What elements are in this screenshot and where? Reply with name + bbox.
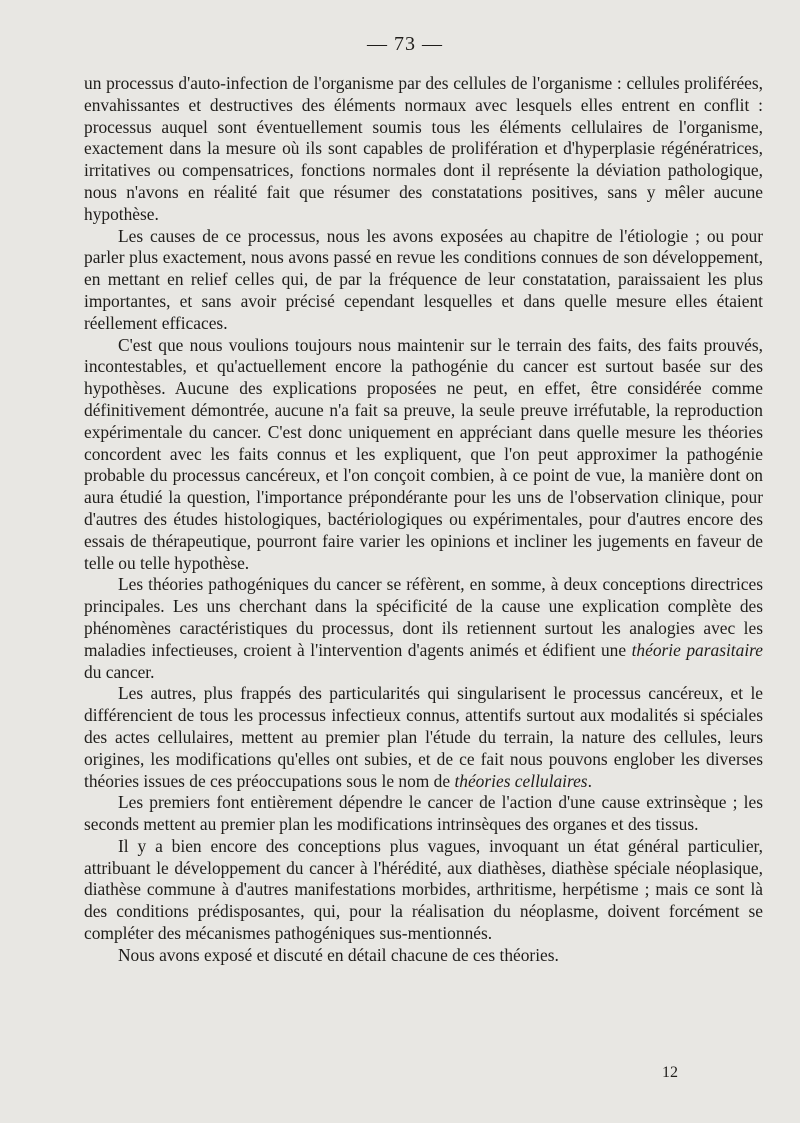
- text-body: [84, 73, 763, 967]
- paragraph: [84, 226, 763, 335]
- paragraph: [84, 945, 763, 967]
- paragraph: [84, 836, 763, 945]
- paragraph-text: Les premiers font entièrement dépendre le cancer de l'action d'une cause extrinsèque ; les seconds mettent au premier plan les modifications intrinsèques des organes et des tissus.: [84, 792, 763, 835]
- paragraph-text: Nous avons exposé et discuté en détail chacune de ces théories.: [118, 944, 559, 965]
- paragraph-text: un processus d'auto-infection de l'organisme par des cellules de l'organisme : cellules proliférées, envahissantes et destructives des éléments normaux avec lesquels elles entrent en conflit : processus auquel sont éventuellement soumis tous les éléments cellulaires de l'organisme, exactement dans la mesure où ils sont capables de prolifération et d'hyperplasie régénératrices, irritatives ou compensatrices, fonctions normales dont il représente la déviation pathologique, nous n'avons en réalité fait que résumer des constatations positives, sans y mêler aucune hypothèse.: [84, 73, 763, 224]
- paragraph-text: C'est que nous voulions toujours nous maintenir sur le terrain des faits, des faits prouvés, incontestables, et qu'actuellement encore la pathogénie du cancer est surtout basée sur des hypothèses. Aucune des explications proposées ne peut, en effet, être considérée comme définitivement démontrée, aucune n'a fait sa preuve, la seule preuve irréfutable, la reproduction expérimentale du cancer. C'est donc uniquement en appréciant dans quelle mesure les théories concordent avec les faits connus et les expliquent, que l'on peut approximer la pathogénie probable du processus cancéreux, et l'on conçoit combien, à ce point de vue, la manière dont on aura étudié la question, l'importance prépondérante pour les uns de l'observation clinique, pour d'autres des études histologiques, bactériologiques ou expérimentales, pour d'autres encore des essais de thérapeutique, pourront faire varier les opinions et incliner les jugements en faveur de telle ou telle hypothèse.: [84, 334, 763, 573]
- paragraph-text: Les autres, plus frappés des particularités qui singularisent le processus cancéreux, et le différencient de tous les processus infectieux connus, attentifs surtout aux modalités si spéciales des actes cellulaires, mettent au premier plan l'étude du terrain, la nature des cellules, leurs origines, les modifications qu'elles ont subies, et de ce fait nous pouvons englober les diverses théories issues de ces préoccupations sous le nom de: [84, 683, 763, 791]
- paragraph-text: Il y a bien encore des conceptions plus vagues, invoquant un état général particulier, attribuant le développement du cancer à l'hérédité, aux diathèses, diathèse spéciale néoplasique, diathèse commune à d'autres manifestations morbides, arthritisme, herpétisme ; mais ce sont là des conditions prédisposantes, qui, pour la réalisation du néoplasme, doivent forcément se compléter des mécanismes pathogéniques sus-mentionnés.: [84, 835, 763, 944]
- paragraph-text: Les causes de ce processus, nous les avons exposées au chapitre de l'étiologie ; ou pour parler plus exactement, nous avons passé en revue les conditions connues de son développement, en mettant en relief celles qui, de par la fréquence de leur constatation, paraissaient les plus importantes, et sans avoir précisé cependant lesquelles et dans quelle mesure elles étaient réellement efficaces.: [84, 225, 763, 333]
- signature-mark: 12: [662, 1064, 678, 1081]
- paragraph: [84, 73, 763, 226]
- paragraph: [84, 335, 763, 575]
- page-number: — 73 —: [367, 33, 443, 55]
- paragraph: [84, 683, 763, 792]
- paragraph-text: du cancer.: [84, 661, 155, 682]
- paragraph-text: Les théories pathogéniques du cancer se réfèrent, en somme, à deux conceptions directrices principales. Les uns cherchant dans la spécificité de la cause une explication complète des phénomènes caractéristiques du processus, dont ils retiennent surtout les analogies avec les maladies infectieuses, croient à l'intervention d'agents animés et édifient une: [84, 574, 763, 660]
- paragraph: [84, 574, 763, 683]
- paragraph: [84, 792, 763, 836]
- italic-term: théories cellulaires: [454, 770, 588, 791]
- paragraph-text: .: [587, 770, 592, 791]
- italic-term: théorie parasitaire: [631, 639, 763, 660]
